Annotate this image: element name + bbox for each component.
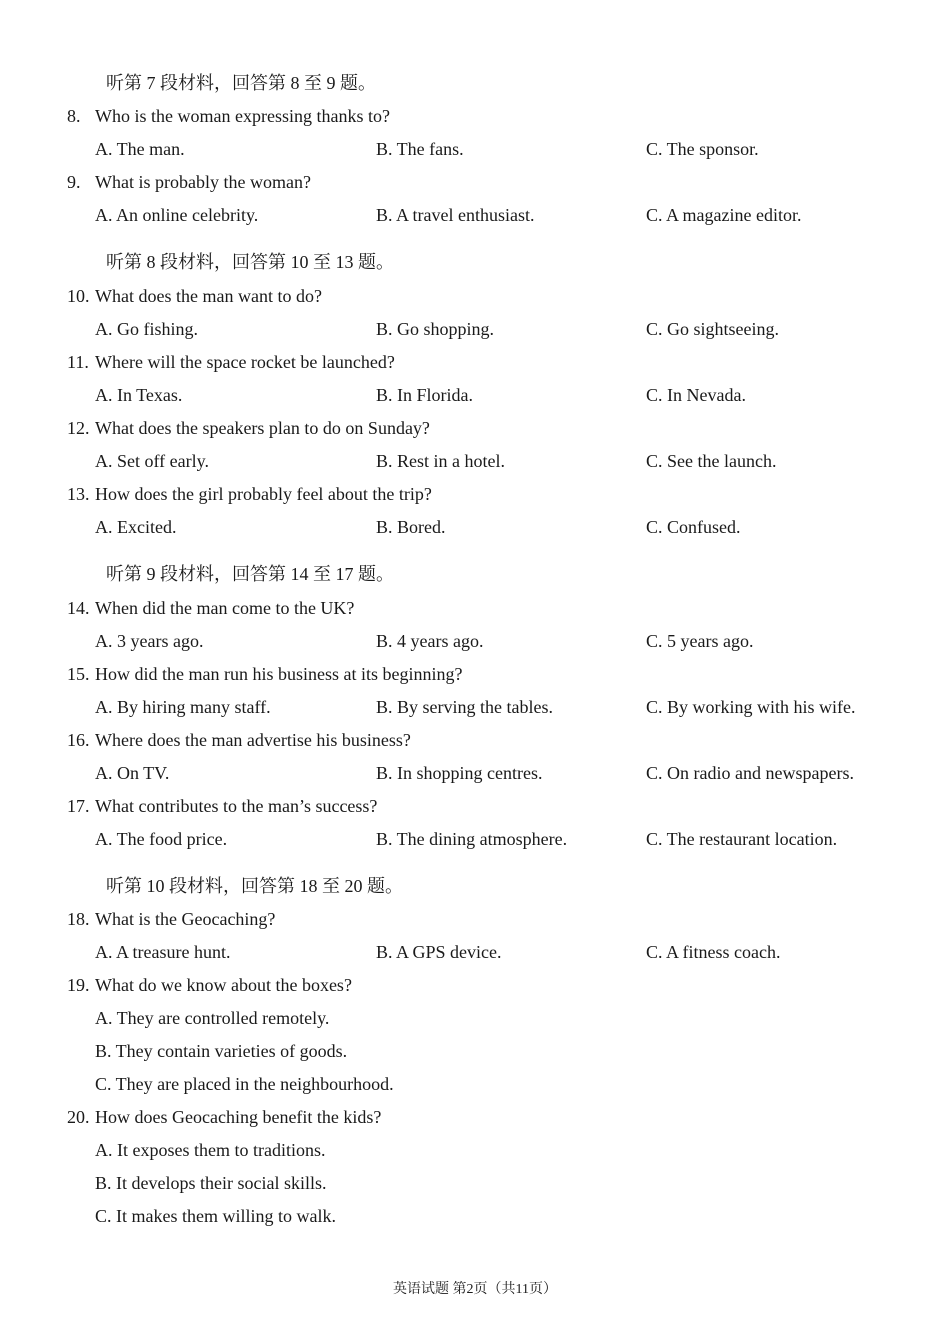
question-number: 12. — [67, 418, 90, 438]
option-row — [0, 1070, 950, 1098]
option-a: A. 3 years ago. — [95, 631, 204, 651]
question-text: What is the Geocaching? — [95, 909, 276, 929]
question-19 — [0, 971, 950, 999]
option-b: B. A travel enthusiast. — [376, 205, 535, 225]
question-20 — [0, 1103, 950, 1131]
option-c: C. In Nevada. — [646, 385, 746, 405]
option-c: C. By working with his wife. — [646, 697, 856, 717]
question-10 — [0, 282, 950, 310]
question-18 — [0, 905, 950, 933]
options-row — [0, 627, 950, 655]
section-heading-text: 听第 9 段材料，回答第 14 至 17 题。 — [106, 564, 394, 584]
option-c: C. They are placed in the neighbourhood. — [95, 1074, 394, 1094]
section-heading — [0, 872, 950, 900]
option-b: B. Rest in a hotel. — [376, 451, 505, 471]
option-b: B. Bored. — [376, 517, 446, 537]
option-a: A. Go fishing. — [95, 319, 198, 339]
option-row — [0, 1037, 950, 1065]
option-b: B. A GPS device. — [376, 942, 502, 962]
section-heading-text: 听第 10 段材料，回答第 18 至 20 题。 — [106, 876, 403, 896]
options-row — [0, 693, 950, 721]
option-a: A. The food price. — [95, 829, 228, 849]
question-number: 11. — [67, 352, 89, 372]
question-16 — [0, 726, 950, 754]
section-heading — [0, 69, 950, 97]
question-text: Who is the woman expressing thanks to? — [95, 106, 390, 126]
question-text: What contributes to the man’s success? — [95, 796, 378, 816]
section-heading-text: 听第 8 段材料，回答第 10 至 13 题。 — [106, 252, 394, 272]
page-footer: 英语试题 第2页（共11页） — [393, 1282, 557, 1297]
question-8 — [0, 102, 950, 130]
option-a: A. Set off early. — [95, 451, 209, 471]
option-c: C. It makes them willing to walk. — [95, 1206, 336, 1226]
option-b: B. In Florida. — [376, 385, 473, 405]
options-row — [0, 513, 950, 541]
option-c: C. Confused. — [646, 517, 741, 537]
option-c: C. A magazine editor. — [646, 205, 802, 225]
option-row — [0, 1202, 950, 1230]
option-a: A. Excited. — [95, 517, 177, 537]
question-text: What is probably the woman? — [95, 172, 311, 192]
question-text: How did the man run his business at its beginning? — [95, 664, 463, 684]
question-number: 18. — [67, 909, 90, 929]
question-number: 20. — [67, 1107, 90, 1127]
options-row — [0, 381, 950, 409]
option-b: B. 4 years ago. — [376, 631, 484, 651]
option-row — [0, 1169, 950, 1197]
question-text: Where will the space rocket be launched? — [95, 352, 395, 372]
question-11 — [0, 348, 950, 376]
question-text: How does Geocaching benefit the kids? — [95, 1107, 382, 1127]
option-b: B. The dining atmosphere. — [376, 829, 568, 849]
question-number: 13. — [67, 484, 90, 504]
question-number: 19. — [67, 975, 90, 995]
question-number: 17. — [67, 796, 90, 816]
option-c: C. 5 years ago. — [646, 631, 754, 651]
option-b: B. In shopping centres. — [376, 763, 543, 783]
option-c: C. See the launch. — [646, 451, 777, 471]
question-text: What do we know about the boxes? — [95, 975, 352, 995]
question-9 — [0, 168, 950, 196]
question-12 — [0, 414, 950, 442]
question-number: 8. — [67, 106, 81, 126]
options-row — [0, 135, 950, 163]
option-c: C. The sponsor. — [646, 139, 759, 159]
options-row — [0, 759, 950, 787]
section-heading — [0, 248, 950, 276]
question-14 — [0, 594, 950, 622]
option-c: C. On radio and newspapers. — [646, 763, 854, 783]
question-text: When did the man come to the UK? — [95, 598, 355, 618]
options-row — [0, 447, 950, 475]
option-a: A. They are controlled remotely. — [95, 1008, 330, 1028]
option-b: B. They contain varieties of goods. — [95, 1041, 348, 1061]
options-row — [0, 315, 950, 343]
question-number: 9. — [67, 172, 81, 192]
question-text: How does the girl probably feel about the trip? — [95, 484, 432, 504]
section-heading-text: 听第 7 段材料，回答第 8 至 9 题。 — [106, 73, 376, 93]
option-a: A. The man. — [95, 139, 185, 159]
question-text: Where does the man advertise his business? — [95, 730, 411, 750]
option-c: C. The restaurant location. — [646, 829, 838, 849]
option-b: B. The fans. — [376, 139, 464, 159]
option-a: A. It exposes them to traditions. — [95, 1140, 326, 1160]
option-b: B. By serving the tables. — [376, 697, 553, 717]
question-13 — [0, 480, 950, 508]
question-15 — [0, 660, 950, 688]
question-text: What does the speakers plan to do on Sunday? — [95, 418, 430, 438]
option-a: A. An online celebrity. — [95, 205, 259, 225]
option-row — [0, 1136, 950, 1164]
option-a: A. By hiring many staff. — [95, 697, 271, 717]
option-row — [0, 1004, 950, 1032]
option-a: A. On TV. — [95, 763, 170, 783]
option-c: C. Go sightseeing. — [646, 319, 779, 339]
option-b: B. Go shopping. — [376, 319, 495, 339]
question-number: 14. — [67, 598, 90, 618]
section-heading — [0, 560, 950, 588]
options-row — [0, 938, 950, 966]
option-a: A. A treasure hunt. — [95, 942, 231, 962]
question-number: 16. — [67, 730, 90, 750]
question-number: 10. — [67, 286, 90, 306]
question-number: 15. — [67, 664, 90, 684]
option-c: C. A fitness coach. — [646, 942, 781, 962]
question-17 — [0, 792, 950, 820]
question-text: What does the man want to do? — [95, 286, 322, 306]
option-a: A. In Texas. — [95, 385, 183, 405]
options-row — [0, 201, 950, 229]
options-row — [0, 825, 950, 853]
option-b: B. It develops their social skills. — [95, 1173, 327, 1193]
